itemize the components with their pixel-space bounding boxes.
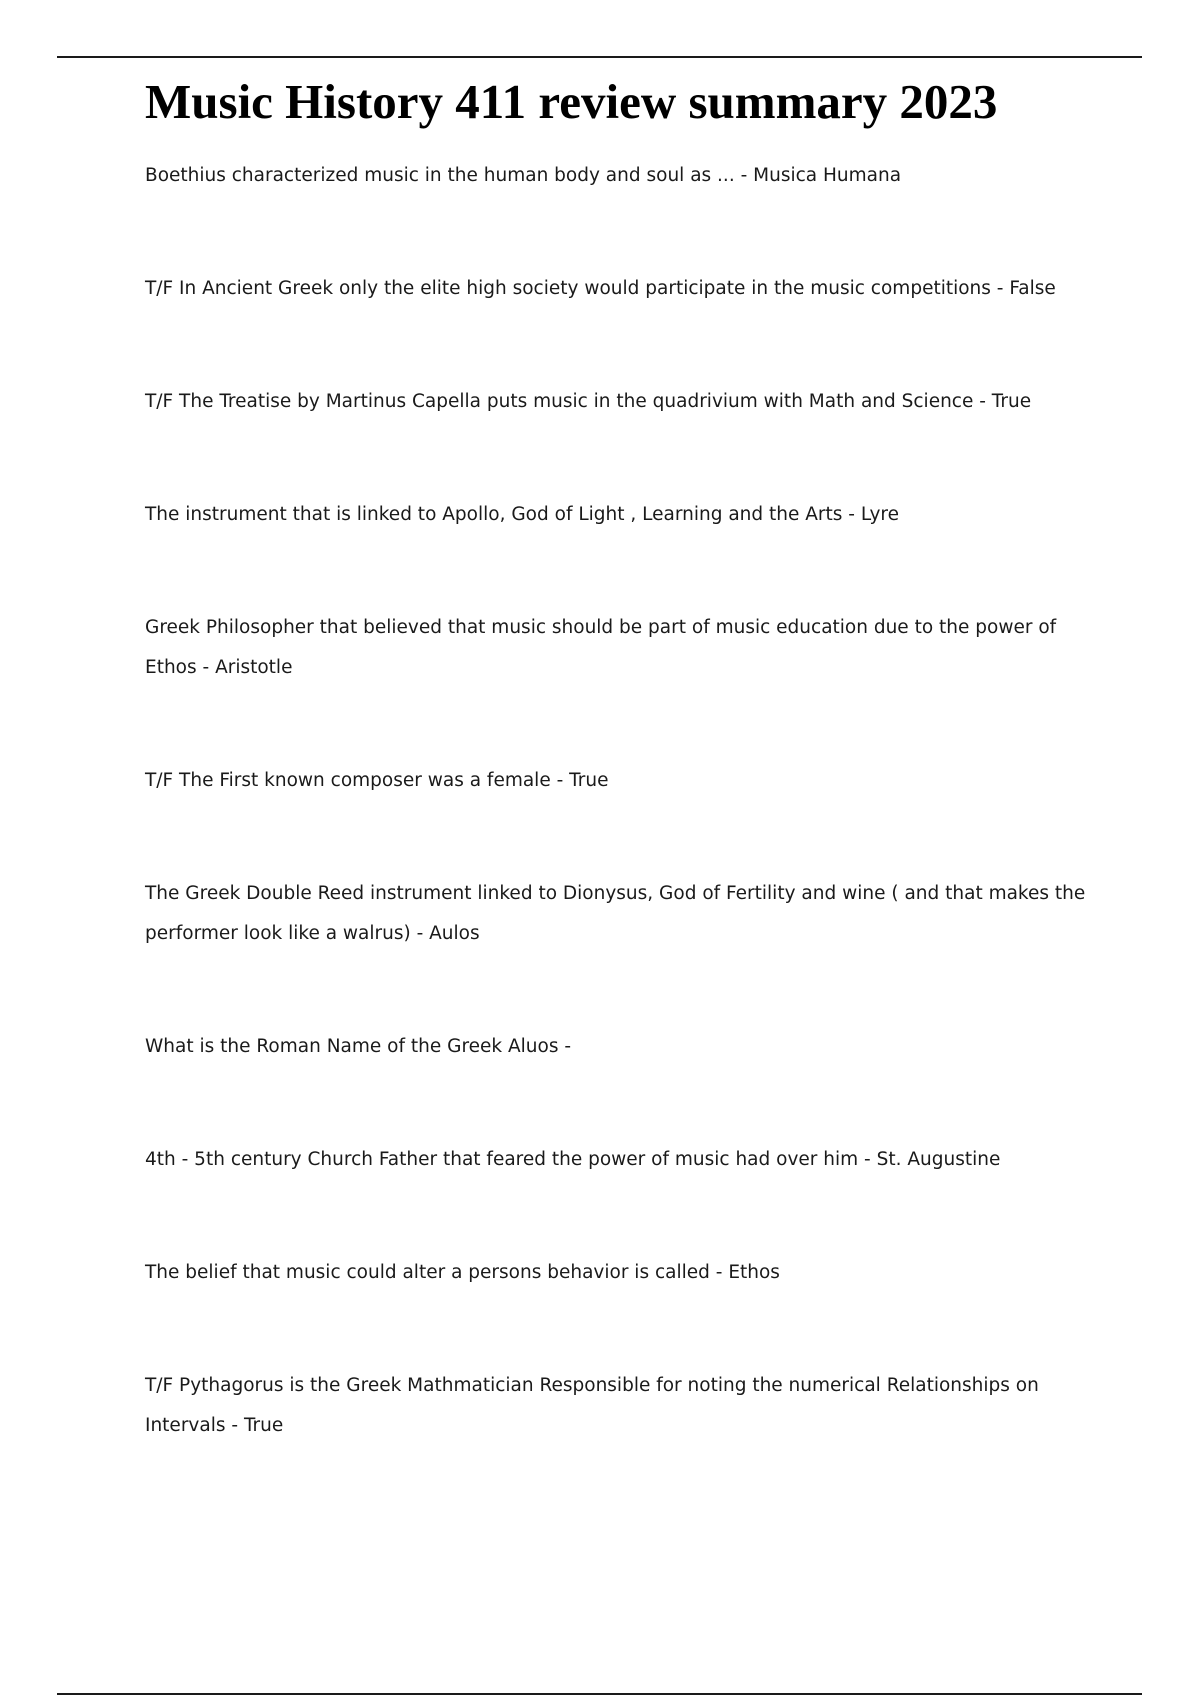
- separator: -: [734, 165, 754, 186]
- question-text: The instrument that is linked to Apollo, God of Light , Learning and the Arts: [145, 504, 843, 525]
- question-text: T/F In Ancient Greek only the elite high society would participate in the music competitions: [145, 278, 991, 299]
- separator: -: [709, 1262, 729, 1283]
- qa-item: [145, 1140, 1105, 1180]
- answer-text: Ethos: [728, 1262, 780, 1283]
- answer-text: St. Augustine: [876, 1149, 1001, 1170]
- question-text: The belief that music could alter a persons behavior is called: [145, 1262, 710, 1283]
- qa-item: [145, 608, 1105, 688]
- separator: -: [990, 278, 1010, 299]
- question-text: Greek Philosopher that believed that music should be part of music education due to the power of Ethos: [145, 617, 1057, 678]
- question-text: Boethius characterized music in the human body and soul as ...: [145, 165, 735, 186]
- answer-text: False: [1009, 278, 1056, 299]
- top-rule: [57, 56, 1142, 58]
- qa-item: [145, 269, 1105, 309]
- qa-item: [145, 495, 1105, 535]
- separator: -: [558, 1036, 572, 1057]
- qa-item: [145, 156, 1105, 196]
- answer-text: Aulos: [429, 923, 480, 944]
- document-body: [145, 70, 1105, 1446]
- answer-text: True: [991, 391, 1032, 412]
- answer-text: Musica Humana: [753, 165, 902, 186]
- question-text: The Greek Double Reed instrument linked to Dionysus, God of Fertility and wine ( and that makes the performer look like a walrus): [145, 883, 1086, 944]
- separator: -: [842, 504, 861, 525]
- qa-item: [145, 761, 1105, 801]
- separator: -: [858, 1149, 877, 1170]
- qa-item: [145, 874, 1105, 954]
- separator: -: [410, 923, 430, 944]
- separator: -: [225, 1415, 244, 1436]
- separator: -: [196, 657, 216, 678]
- question-text: 4th - 5th century Church Father that feared the power of music had over him: [145, 1149, 859, 1170]
- separator: -: [973, 391, 992, 412]
- answer-text: True: [569, 770, 609, 791]
- answer-text: Lyre: [860, 504, 899, 525]
- qa-item: [145, 1027, 1105, 1067]
- answer-text: Aristotle: [215, 657, 293, 678]
- qa-item: [145, 382, 1105, 422]
- question-text: What is the Roman Name of the Greek Aluos: [145, 1036, 559, 1057]
- qa-item: [145, 1253, 1105, 1293]
- document-title: Music History 411 review summary 2023: [145, 74, 998, 129]
- question-text: T/F The Treatise by Martinus Capella puts music in the quadrivium with Math and Science: [145, 391, 974, 412]
- answer-text: True: [243, 1415, 284, 1436]
- qa-item: [145, 1366, 1105, 1446]
- bottom-rule: [57, 1693, 1142, 1695]
- question-text: T/F The First known composer was a female: [145, 770, 551, 791]
- separator: -: [550, 770, 570, 791]
- question-text: T/F Pythagorus is the Greek Mathmatician Responsible for noting the numerical Relationships on Intervals: [145, 1375, 1039, 1436]
